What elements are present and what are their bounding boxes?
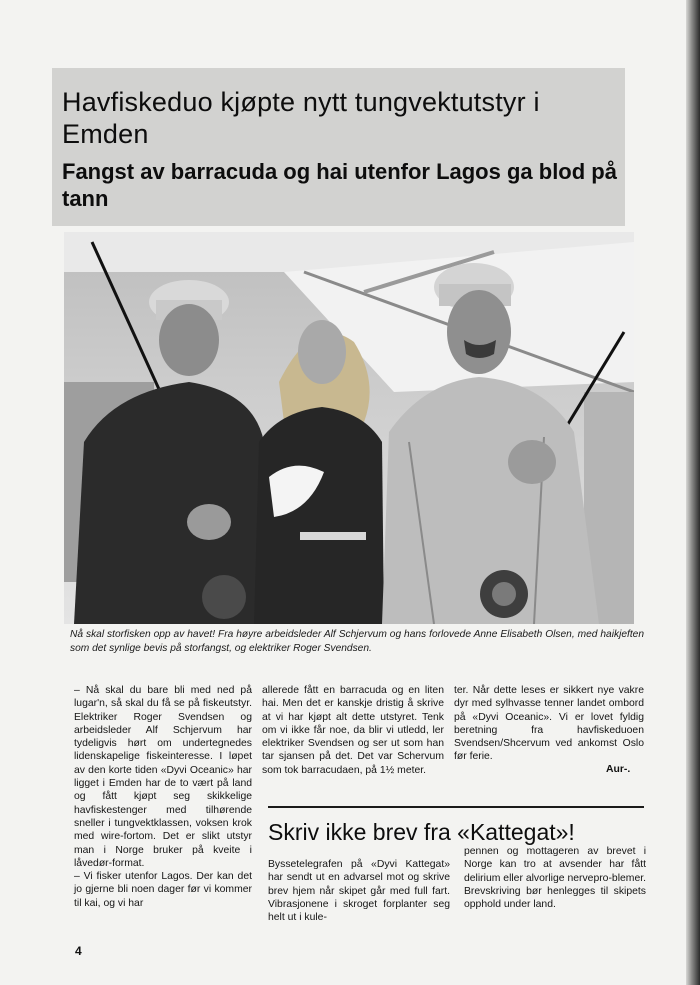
- article-column-1: – Nå skal du bare bli med ned på lugar'n, så skal du få se på fiskeutstyr. Elektriker Roger Svendsen og arbeidsleder Alf Schjervum har tydeligvis hørt om undertegnedes lidenskapelige fiskeinteresse. I løpet av den korte tiden «Dyvi Oceanic» har ligget i Emden har de to vært på land og fått kjøpt seg skikkelige havfiskestenger med tilhørende sneller i tungvektklassen, voksen krok med wire-fortom. Det er slikt utstyr man i Norge bruker på kveite i låvedør-format. – Vi fisker utenfor Lagos. Der kan det jo gjerne bli noen dager før vi kommer til kai, og vi har: [74, 685, 252, 909]
- section-divider: [268, 806, 644, 808]
- article-subheadline: Fangst av barracuda og hai utenfor Lagos ga blod på tann: [62, 159, 617, 211]
- second-article-headline: Skriv ikke brev fra «Kattegat»!: [268, 819, 575, 845]
- article-column-3: ter. Når dette leses er sikkert nye vakre dyr med sylhvasse tenner landet ombord på «Dyvi Oceanic». Vi er lovet fyldig beretning fra havfiskeduoen Svendsen/Shcervum ved ankomst Oslo før ferie.: [454, 685, 644, 763]
- page-number: 4: [75, 944, 82, 958]
- article-headline: Havfiskeduo kjøpte nytt tungvektutstyr i Emden: [62, 87, 540, 149]
- article-photo: [64, 232, 634, 624]
- page-spine-shadow: [686, 0, 700, 985]
- author-signature: Aur-.: [606, 764, 631, 775]
- second-article-column-2: pennen og mottageren av brevet i Norge kan tro at avsender har fått delirium eller alvorlige nervepro-blemer. Brevskriving bør henlegges til skipets opphold under land.: [464, 846, 646, 911]
- article-column-2: allerede fått en barracuda og en liten hai. Men det er kanskje dristig å skrive at vi har kjøpt alt dette utstyret. Tenk om vi ikke får noe, da blir vi utledd, ler elektriker Svendsen og ser ut som han tar sjansen på det. Det var Schervum som tok barracudaen, på 1½ meter.: [262, 685, 444, 776]
- second-article-column-1: Byssetelegrafen på «Dyvi Kattegat» har sendt ut en advarsel mot og skrive brev hjem når skipet går med full fart. Vibrasjonene i skroget forplanter seg helt ut i kule-: [268, 859, 450, 924]
- photo-caption: Nå skal storfisken opp av havet! Fra høyre arbeidsleder Alf Schjervum og hans forlovede Anne Elisabeth Olsen, med haikjeften som det synlige bevis på storfangst, og elektriker Roger Svendsen.: [70, 629, 644, 654]
